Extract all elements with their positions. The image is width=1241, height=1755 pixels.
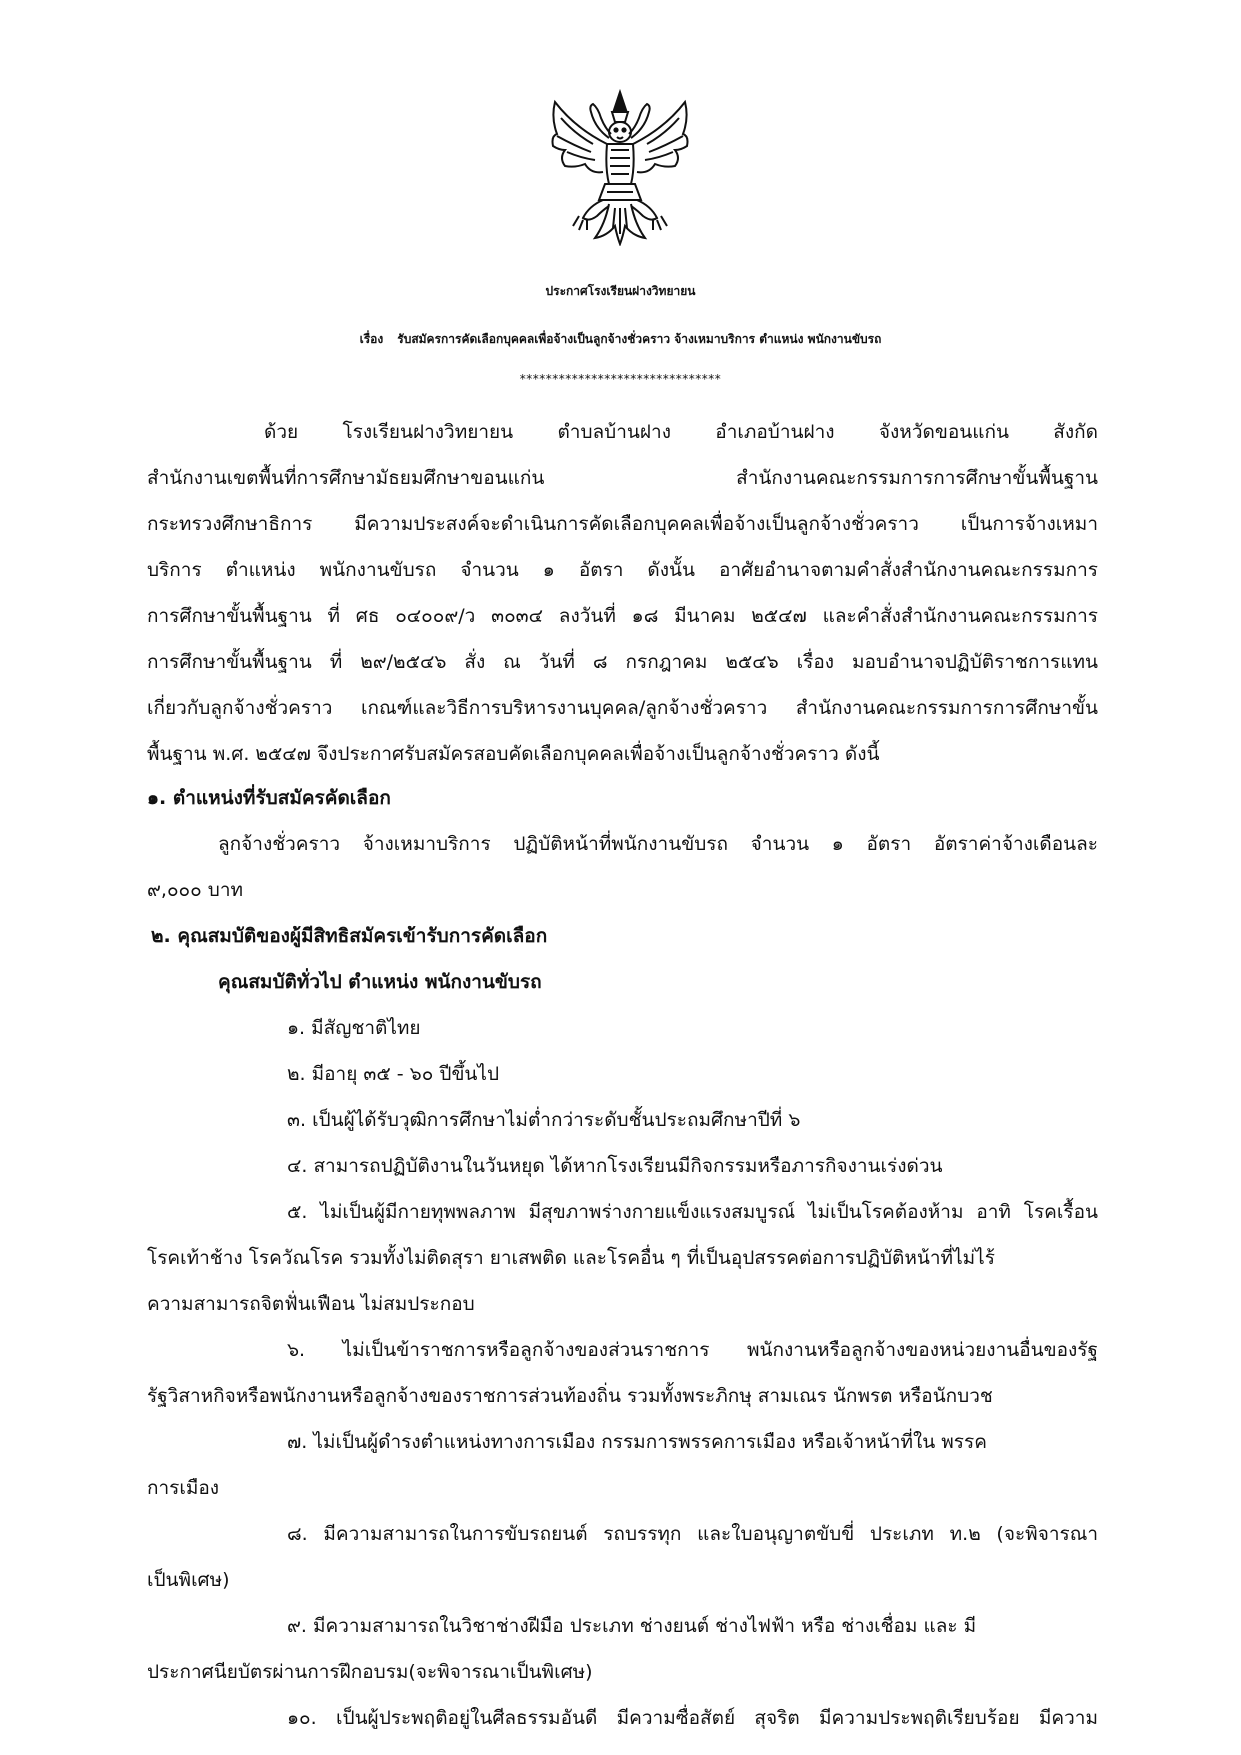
intro-line: การศึกษาขั้นพื้นฐาน ที่ ๒๙/๒๕๔๖ สั่ง ณ วันที่ ๘ กรกฎาคม ๒๕๔๖ เรื่อง มอบอำนาจปฏิบัติราชการแทน [147, 651, 1098, 673]
qualification-item: โรคเท้าช้าง โรควัณโรค รวมทั้งไม่ติดสุรา ยาเสพติด และโรคอื่น ๆ ที่เป็นอุปสรรคต่อการปฏิบัติหน้าที่ไม่ไร้ [147, 1247, 995, 1269]
section2-subheading: คุณสมบัติทั่วไป ตำแหน่ง พนักงานขับรถ [218, 971, 542, 993]
subject-label: เรื่อง [359, 332, 384, 346]
intro-line: การศึกษาขั้นพื้นฐาน ที่ ศธ ๐๔๐๐๙/ว ๓๐๓๔ ลงวันที่ ๑๘ มีนาคม ๒๕๔๗ และคำสั่งสำนักงานคณะกรรมการ [147, 605, 1098, 627]
qualification-item: ๒. มีอายุ ๓๕ - ๖๐ ปีขึ้นไป [287, 1063, 500, 1085]
subject-text: รับสมัครการคัดเลือกบุคคลเพื่อจ้างเป็นลูกจ้างชั่วคราว จ้างเหมาบริการ ตำแหน่ง พนักงานขับรถ [397, 332, 882, 346]
section1-heading: ๑. ตำแหน่งที่รับสมัครคัดเลือก [147, 787, 391, 809]
section2-heading: ๒. คุณสมบัติของผู้มีสิทธิสมัครเข้ารับการคัดเลือก [151, 925, 548, 947]
qualification-item: ๑๐. เป็นผู้ประพฤติอยู่ในศีลธรรมอันดี มีความซื่อสัตย์ สุจริต มีความประพฤติเรียบร้อย มีความ [287, 1707, 1098, 1729]
intro-line: สำนักงานเขตพื้นที่การศึกษามัธยมศึกษาขอนแก่น สำนักงานคณะกรรมการการศึกษาขั้นพื้นฐาน [147, 467, 1098, 489]
qualification-item: ๕. ไม่เป็นผู้มีกายทุพพลภาพ มีสุขภาพร่างกายแข็งแรงสมบูรณ์ ไม่เป็นโรคต้องห้าม อาทิ โรคเรื้อน [287, 1201, 1098, 1223]
qualification-item: ๑. มีสัญชาติไทย [287, 1017, 421, 1039]
intro-line: ด้วย โรงเรียนฝางวิทยายน ตำบลบ้านฝาง อำเภอบ้านฝาง จังหวัดขอนแก่น สังกัด [264, 421, 1098, 443]
subject-line [0, 330, 1241, 349]
intro-line: พื้นฐาน พ.ศ. ๒๕๔๗ จึงประกาศรับสมัครสอบคัดเลือกบุคคลเพื่อจ้างเป็นลูกจ้างชั่วคราว ดังนี้ [147, 743, 880, 765]
qualification-item: ๗. ไม่เป็นผู้ดำรงตำแหน่งทางการเมือง กรรมการพรรคการเมือง หรือเจ้าหน้าที่ใน พรรค [287, 1431, 987, 1453]
page-title: ประกาศโรงเรียนฝางวิทยายน [545, 284, 696, 298]
qualification-item: ๙. มีความสามารถในวิชาช่างฝีมือ ประเภท ช่างยนต์ ช่างไฟฟ้า หรือ ช่างเชื่อม และ มี [287, 1615, 977, 1637]
intro-line: กระทรวงศึกษาธิการ มีความประสงค์จะดำเนินการคัดเลือกบุคคลเพื่อจ้างเป็นลูกจ้างชั่วคราว เป็นการจ้างเหมา [147, 513, 1098, 535]
qualification-item: ๔. สามารถปฏิบัติงานในวันหยุด ได้หากโรงเรียนมีกิจกรรมหรือภารกิจงานเร่งด่วน [287, 1155, 943, 1177]
intro-line: เกี่ยวกับลูกจ้างชั่วคราว เกณฑ์และวิธีการบริหารงานบุคคล/ลูกจ้างชั่วคราว สำนักงานคณะกรรมการการศึกษาขั้น [147, 697, 1098, 719]
qualification-item: ๖. ไม่เป็นข้าราชการหรือลูกจ้างของส่วนราชการ พนักงานหรือลูกจ้างของหน่วยงานอื่นของรัฐ [287, 1339, 1098, 1361]
intro-line: บริการ ตำแหน่ง พนักงานขับรถ จำนวน ๑ อัตรา ดังนั้น อาศัยอำนาจตามคำสั่งสำนักงานคณะกรรมการ [147, 559, 1098, 581]
qualification-item: เป็นพิเศษ) [147, 1569, 230, 1591]
qualification-item: ๓. เป็นผู้ได้รับวุฒิการศึกษาไม่ต่ำกว่าระดับชั้นประถมศึกษาปีที่ ๖ [287, 1109, 801, 1131]
qualification-item: ๘. มีความสามารถในการขับรถยนต์ รถบรรทุก และใบอนุญาตขับขี่ ประเภท ท.๒ (จะพิจารณา [287, 1523, 1098, 1545]
qualification-item: การเมือง [147, 1477, 220, 1499]
section1-line: ลูกจ้างชั่วคราว จ้างเหมาบริการ ปฏิบัติหน้าที่พนักงานขับรถ จำนวน ๑ อัตรา อัตราค่าจ้างเดือนละ [218, 833, 1098, 855]
title-divider: ******************************* [519, 372, 722, 386]
qualification-item: ความสามารถจิตฟั่นเฟือน ไม่สมประกอบ [147, 1293, 475, 1315]
section1-line: ๙,๐๐๐ บาท [147, 879, 244, 901]
garuda-emblem-icon [545, 88, 695, 246]
qualification-item: รัฐวิสาหกิจหรือพนักงานหรือลูกจ้างของราชการส่วนท้องถิ่น รวมทั้งพระภิกษุ สามเณร นักพรต หรือนักบวช [147, 1385, 993, 1407]
qualification-item: ประกาศนียบัตรผ่านการฝึกอบรม(จะพิจารณาเป็นพิเศษ) [147, 1661, 593, 1683]
